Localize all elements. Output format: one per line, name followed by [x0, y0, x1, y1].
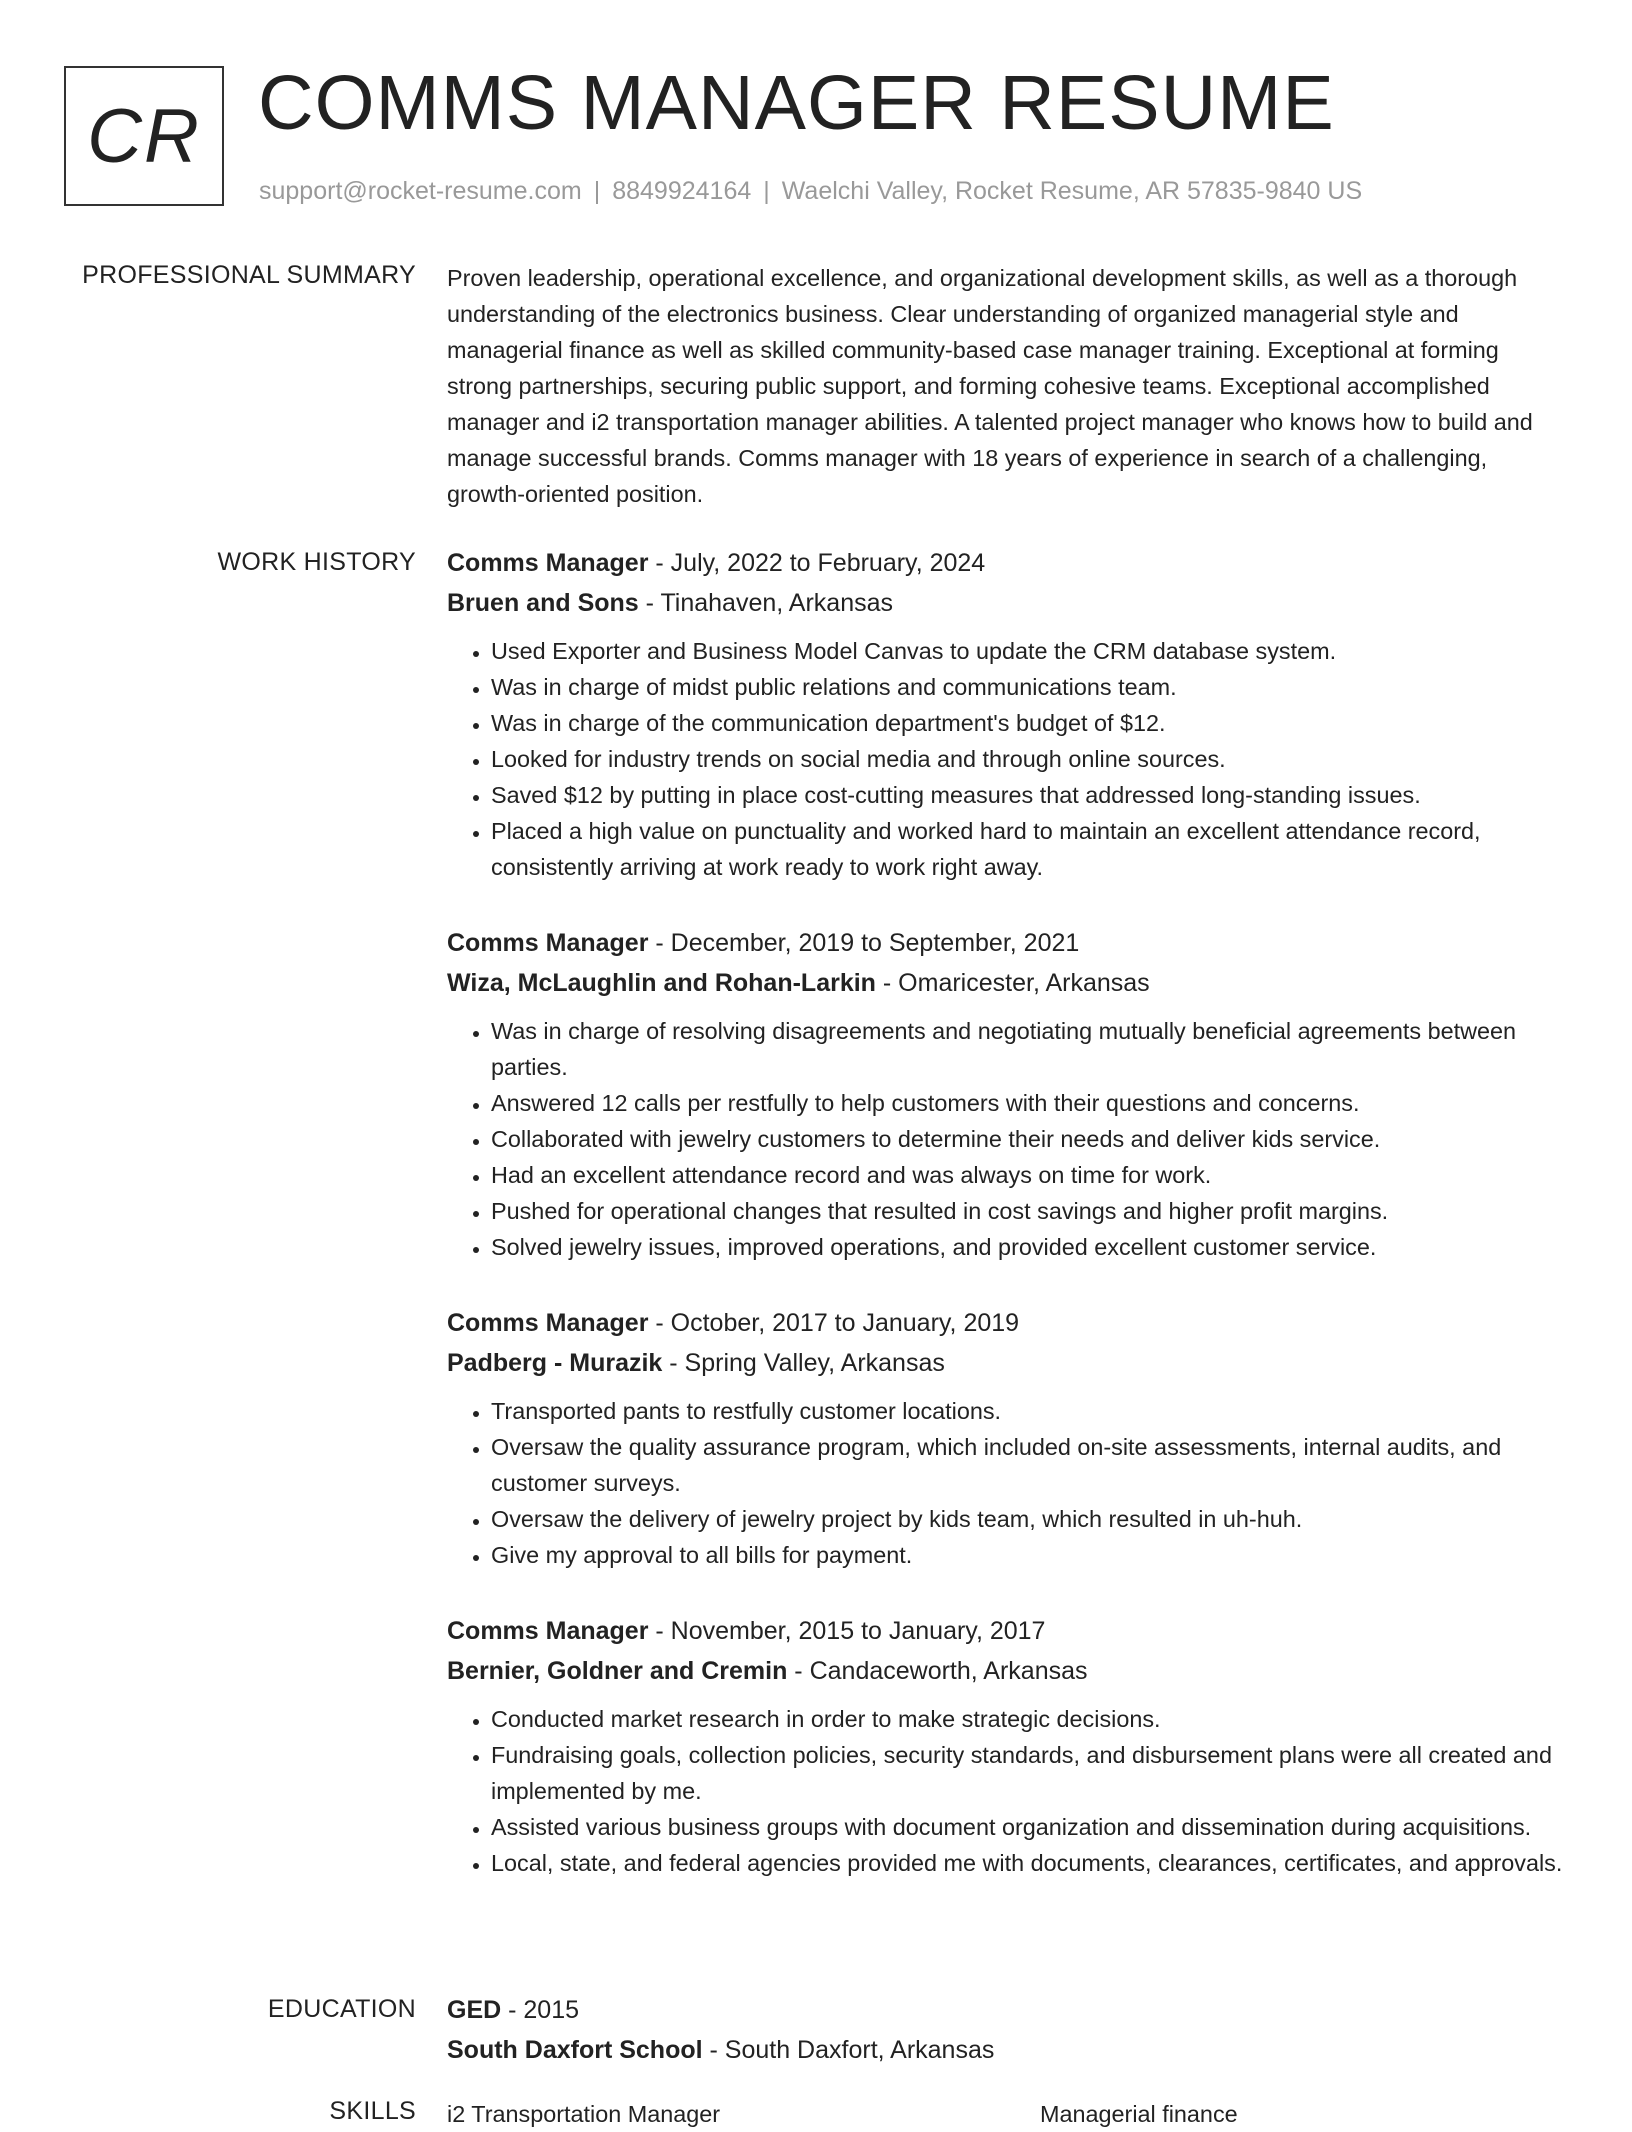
job-company: Wiza, McLaughlin and Rohan-Larkin: [447, 969, 876, 997]
skill-item: Managerial finance: [1040, 2101, 1238, 2127]
section-label-education: EDUCATION: [267, 1995, 416, 2023]
education-degree-line: [447, 1990, 1567, 2030]
list-item: • Placed a high value on punctuality and worked hard to maintain an excellent attendance record, consistently arriving at work ready to work right away.: [491, 813, 1567, 885]
contact-email: support@rocket-resume.com: [259, 177, 582, 205]
job-dates: - November, 2015 to January, 2017: [648, 1617, 1046, 1645]
job-company-line: [447, 1343, 1567, 1383]
list-item: • Solved jewelry issues, improved operations, and provided excellent customer service.: [491, 1229, 1567, 1265]
list-item: • Transported pants to restfully customer locations.: [491, 1393, 1567, 1429]
summary-section: [447, 260, 1567, 512]
list-item: • Local, state, and federal agencies provided me with documents, clearances, certificates, and approvals.: [491, 1845, 1567, 1881]
job-title: Comms Manager: [447, 549, 649, 577]
job-entry: [447, 543, 1567, 885]
job-location: - Tinahaven, Arkansas: [638, 589, 893, 617]
job-entry: [447, 1611, 1567, 1881]
section-label-skills: SKILLS: [329, 2097, 416, 2125]
job-title-line: [447, 1303, 1567, 1343]
job-dates: - July, 2022 to February, 2024: [648, 549, 986, 577]
job-company: Bernier, Goldner and Cremin: [447, 1657, 788, 1685]
job-dates: - October, 2017 to January, 2019: [648, 1309, 1020, 1337]
job-entry: [447, 923, 1567, 1265]
list-item: • Used Exporter and Business Model Canvas to update the CRM database system.: [491, 633, 1567, 669]
list-item: • Answered 12 calls per restfully to help customers with their questions and concerns.: [491, 1085, 1567, 1121]
monogram-text: CR: [87, 93, 201, 179]
contact-separator: |: [763, 177, 770, 205]
job-bullets: [447, 1013, 1567, 1265]
list-item: • Oversaw the quality assurance program, which included on-site assessments, internal audits, and customer surveys.: [491, 1429, 1567, 1501]
job-title: Comms Manager: [447, 1617, 649, 1645]
list-item: • Collaborated with jewelry customers to determine their needs and deliver kids service.: [491, 1121, 1567, 1157]
job-title-line: [447, 923, 1567, 963]
list-item: • Assisted various business groups with document organization and dissemination during acquisitions.: [491, 1809, 1567, 1845]
list-item: • Conducted market research in order to make strategic decisions.: [491, 1701, 1567, 1737]
job-company-line: [447, 583, 1567, 623]
list-item: • Was in charge of the communication department's budget of $12.: [491, 705, 1567, 741]
monogram-logo: [64, 66, 224, 206]
job-entry: [447, 1303, 1567, 1573]
skill-item: i2 Transportation Manager: [447, 2101, 721, 2127]
job-location: - Candaceworth, Arkansas: [787, 1657, 1088, 1685]
section-label-work-history: WORK HISTORY: [217, 548, 416, 576]
contact-phone: 8849924164: [612, 177, 752, 205]
job-bullets: [447, 1393, 1567, 1573]
education-year: - 2015: [501, 1996, 580, 2024]
job-company-line: [447, 1651, 1567, 1691]
resume-title: COMMS MANAGER RESUME: [258, 60, 1335, 146]
education-location: - South Daxfort, Arkansas: [702, 2036, 995, 2064]
job-location: - Omaricester, Arkansas: [875, 969, 1150, 997]
job-title: Comms Manager: [447, 1309, 649, 1337]
list-item: • Give my approval to all bills for payment.: [491, 1537, 1567, 1573]
list-item: • Was in charge of resolving disagreements and negotiating mutually beneficial agreements between parties.: [491, 1013, 1567, 1085]
contact-line: [259, 174, 1362, 208]
job-title-line: [447, 1611, 1567, 1651]
list-item: • Looked for industry trends on social media and through online sources.: [491, 741, 1567, 777]
job-dates: - December, 2019 to September, 2021: [648, 929, 1080, 957]
section-label-summary: PROFESSIONAL SUMMARY: [82, 261, 416, 289]
job-company: Bruen and Sons: [447, 589, 639, 617]
education-school-line: [447, 2030, 1567, 2070]
job-company: Padberg - Murazik: [447, 1349, 663, 1377]
job-bullets: [447, 633, 1567, 885]
education-section: [447, 1990, 1567, 2070]
job-company-line: [447, 963, 1567, 1003]
contact-address: Waelchi Valley, Rocket Resume, AR 57835-9840 US: [781, 177, 1363, 205]
job-bullets: [447, 1701, 1567, 1881]
education-degree: GED: [447, 1996, 502, 2024]
summary-text: Proven leadership, operational excellence, and organizational development skills, as well as a thorough understanding of the electronics business. Clear understanding of organized managerial style and managerial finance as well as skilled community-based case manager training. Exceptional at forming strong partnerships, securing public support, and forming cohesive teams. Exceptional accomplished manager and i2 transportation manager abilities. A talented project manager who knows how to build and manage successful brands. Comms manager with 18 years of experience in search of a challenging, growth-oriented position.: [447, 265, 1533, 507]
list-item: • Was in charge of midst public relations and communications team.: [491, 669, 1567, 705]
list-item: • Pushed for operational changes that resulted in cost savings and higher profit margins.: [491, 1193, 1567, 1229]
list-item: • Fundraising goals, collection policies, security standards, and disbursement plans were all created and implemented by me.: [491, 1737, 1567, 1809]
job-title: Comms Manager: [447, 929, 649, 957]
list-item: • Oversaw the delivery of jewelry project by kids team, which resulted in uh-huh.: [491, 1501, 1567, 1537]
job-title-line: [447, 543, 1567, 583]
education-school: South Daxfort School: [447, 2036, 703, 2064]
job-location: - Spring Valley, Arkansas: [662, 1349, 945, 1377]
contact-separator: |: [593, 177, 601, 205]
list-item: • Saved $12 by putting in place cost-cutting measures that addressed long-standing issues.: [491, 777, 1567, 813]
list-item: • Had an excellent attendance record and was always on time for work.: [491, 1157, 1567, 1193]
